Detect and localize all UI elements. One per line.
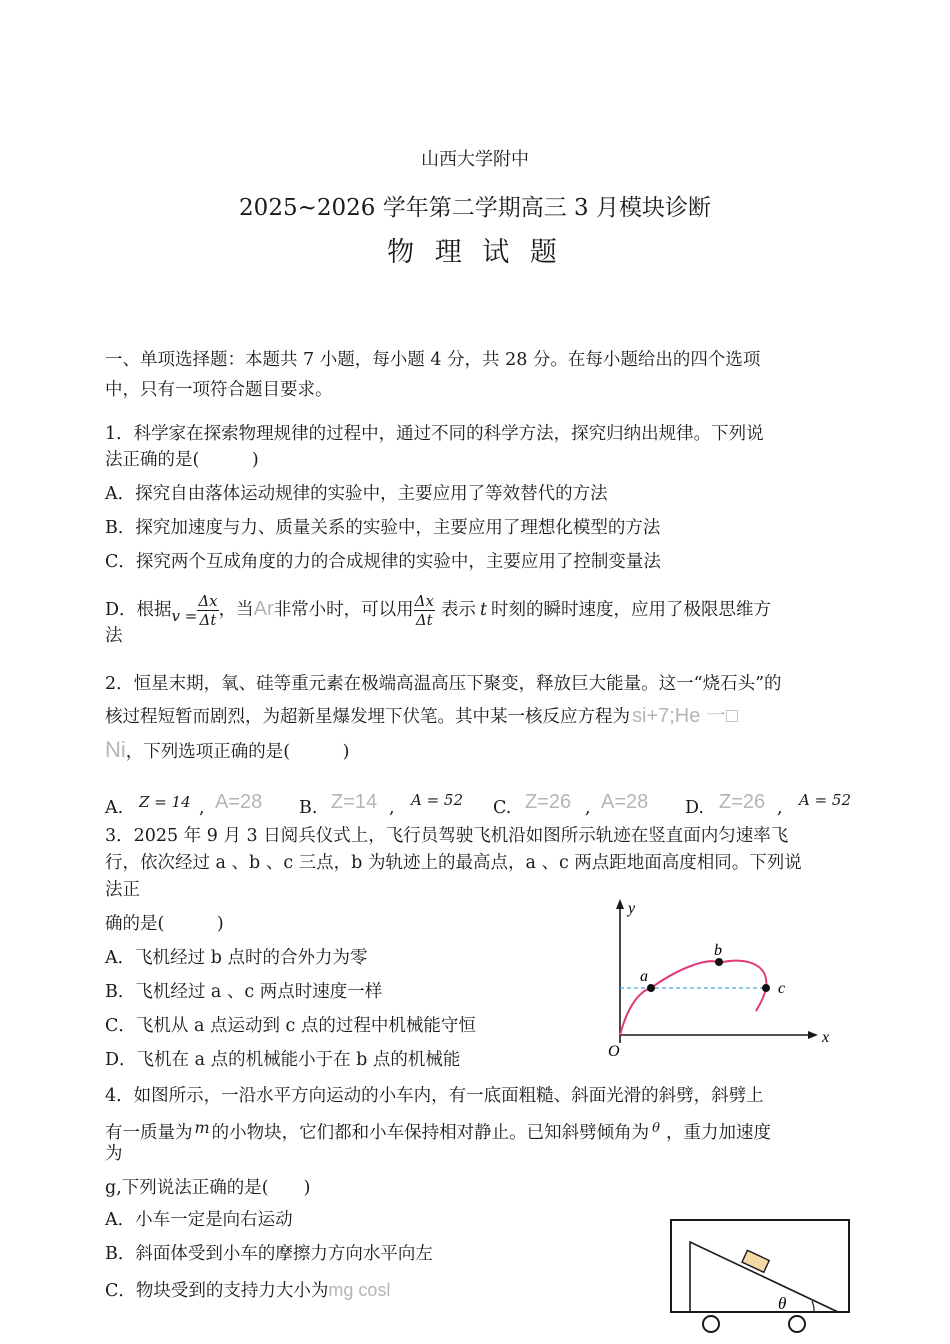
q4-wheel-right [789,1316,805,1332]
q3-stem-line3: 法正 [105,880,140,900]
q4-option-b: B．斜面体受到小车的摩擦力方向水平向左 [105,1244,433,1264]
q3-y-arrow [616,899,624,909]
q4-cart-figure [666,1214,858,1342]
q4-mass-symbol: m [194,1118,210,1137]
q2-c-sep: , [585,798,591,818]
q2-options [105,790,865,822]
q2-a-a: A=28 [215,791,263,813]
q3-label-y: y [628,900,636,917]
q3-stem-line1: 3．2025 年 9 月 3 日阅兵仪式上，飞行员驾驶飞机沿如图所示轨迹在竖直面内匀速率飞 [105,826,789,846]
q2-ni-gray: Ni [105,737,126,762]
q2-b-a: A = 52 [411,791,464,809]
q4-option-c-gray: mg cosl [328,1280,391,1300]
q1-d-mid2: 非常小时，可以用 [273,600,414,620]
q4-option-c [105,1278,390,1303]
q1-option-a: A．探究自由落体运动规律的实验中，主要应用了等效替代的方法 [105,484,608,504]
q4-stem-line3: 为 [105,1144,123,1164]
q2-stem-line1: 2．恒星末期，氧、硅等重元素在极端高温高压下聚变，释放巨大能量。这一“烧石头”的 [105,674,782,694]
q3-stem-line4: 确的是( ) [105,914,224,934]
q3-option-b: B．飞机经过 a 、c 两点时速度一样 [105,982,383,1002]
q1-stem-line1: 1．科学家在探索物理规律的过程中，通过不同的科学方法，探究归纳出规律。下列说 [105,424,764,444]
school-name: 山西大学附中 [421,149,529,170]
q3-x-arrow [808,1031,818,1039]
q2-a-sep: , [199,798,205,818]
q1-option-d [105,592,771,629]
q4-stem-line4: g,下列说法正确的是( ) [105,1178,311,1198]
q2-reaction-gray: si+7;He 一□ [632,705,739,727]
q4-stem-line1: 4．如图所示，一沿水平方向运动的小车内，有一底面粗糙、斜面光滑的斜劈，斜劈上 [105,1086,764,1106]
q2-stem-line3 [105,738,349,764]
q4-option-a: A．小车一定是向右运动 [105,1210,293,1230]
q1-d-mid3: 表示 [440,600,476,620]
q2-d-label: D. [685,798,704,818]
q1-d-t: t [479,600,487,620]
q1-d-gray: Ar [253,598,274,620]
q1-option-d-line2: 法 [105,626,123,646]
q4-stem-line2-c: ，重力加速度 [666,1123,771,1143]
q4-option-c-text: C．物块受到的支持力大小为 [105,1281,329,1301]
q3-label-b: b [714,942,722,959]
q4-stem-line2-b: 的小物块，它们都和小车保持相对静止。已知斜劈倾角为 [211,1123,650,1143]
q1-d-prefix: D．根据 [105,600,172,620]
q2-c-z: Z=26 [525,791,572,813]
q3-label-x: x [822,1029,830,1046]
q1-d-formula-frac [197,592,218,629]
q2-d-z: Z=26 [719,791,766,813]
q2-a-z: Z = 14 [139,793,191,811]
q1-d-frac2 [414,592,435,629]
subject-title: 物 理 试 题 [387,237,563,268]
section1-line1: 一、单项选择题：本题共 7 小题，每小题 4 分，共 28 分。在每小题给出的四个选项 [105,350,761,370]
exam-title: 2025~2026 学年第二学期高三 3 月模块诊断 [239,195,711,221]
q3-label-c: c [778,980,786,997]
q3-point-b [715,958,723,966]
q2-c-a: A=28 [601,791,649,813]
q1-d-frac2-num: Δx [414,592,434,610]
q2-b-sep: , [389,798,395,818]
q2-a-label: A. [105,798,124,818]
q2-stem-line3-text: ，下列选项正确的是( ) [125,742,350,762]
q3-option-a: A．飞机经过 b 点时的合外力为零 [105,948,368,968]
q1-d-formula-lhs: v = [171,607,198,625]
q3-option-d: D．飞机在 a 点的机械能小于在 b 点的机械能 [105,1050,461,1070]
q1-stem-line2: 法正确的是( ) [105,450,259,470]
q3-label-a: a [640,968,648,985]
q4-wheel-left [703,1316,719,1332]
q1-d-frac-num: Δx [198,592,218,610]
q2-stem-line2-text: 核过程短暂而剧烈，为超新星爆发埋下伏笔。其中某一核反应方程为 [105,707,630,727]
q3-trajectory-figure [600,895,840,1060]
q1-d-suffix: 时刻的瞬时速度，应用了极限思维方 [490,600,771,620]
q2-b-z: Z=14 [331,791,378,813]
q1-d-mid1: ，当 [218,600,254,620]
q2-stem-line2 [105,704,738,729]
q4-angle-arc [812,1301,814,1312]
q4-angle-label: θ [778,1294,787,1313]
q3-label-origin: O [608,1043,620,1060]
q4-theta-symbol: θ [652,1121,660,1136]
q2-b-label: B. [299,798,318,818]
section1-line2: 中，只有一项符合题目要求。 [105,380,333,400]
q2-d-a: A = 52 [799,791,852,809]
q2-d-sep: , [777,798,783,818]
q3-point-c [762,984,770,992]
q1-d-frac-den: Δt [199,611,217,629]
q3-stem-line2: 行，依次经过 a 、b 、c 三点，b 为轨迹上的最高点，a 、c 两点距地面高度相同。下列说 [105,853,802,873]
q4-wedge [690,1242,838,1312]
q3-point-a [647,984,655,992]
q4-stem-line2-a: 有一质量为 [105,1123,193,1143]
q1-option-c: C．探究两个互成角度的力的合成规律的实验中，主要应用了控制变量法 [105,552,661,572]
q3-option-c: C．飞机从 a 点运动到 c 点的过程中机械能守恒 [105,1016,476,1036]
q1-option-b: B．探究加速度与力、质量关系的实验中，主要应用了理想化模型的方法 [105,518,661,538]
q4-stem-line2 [105,1116,771,1145]
q1-d-frac2-den: Δt [415,611,433,629]
q2-c-label: C. [493,798,512,818]
